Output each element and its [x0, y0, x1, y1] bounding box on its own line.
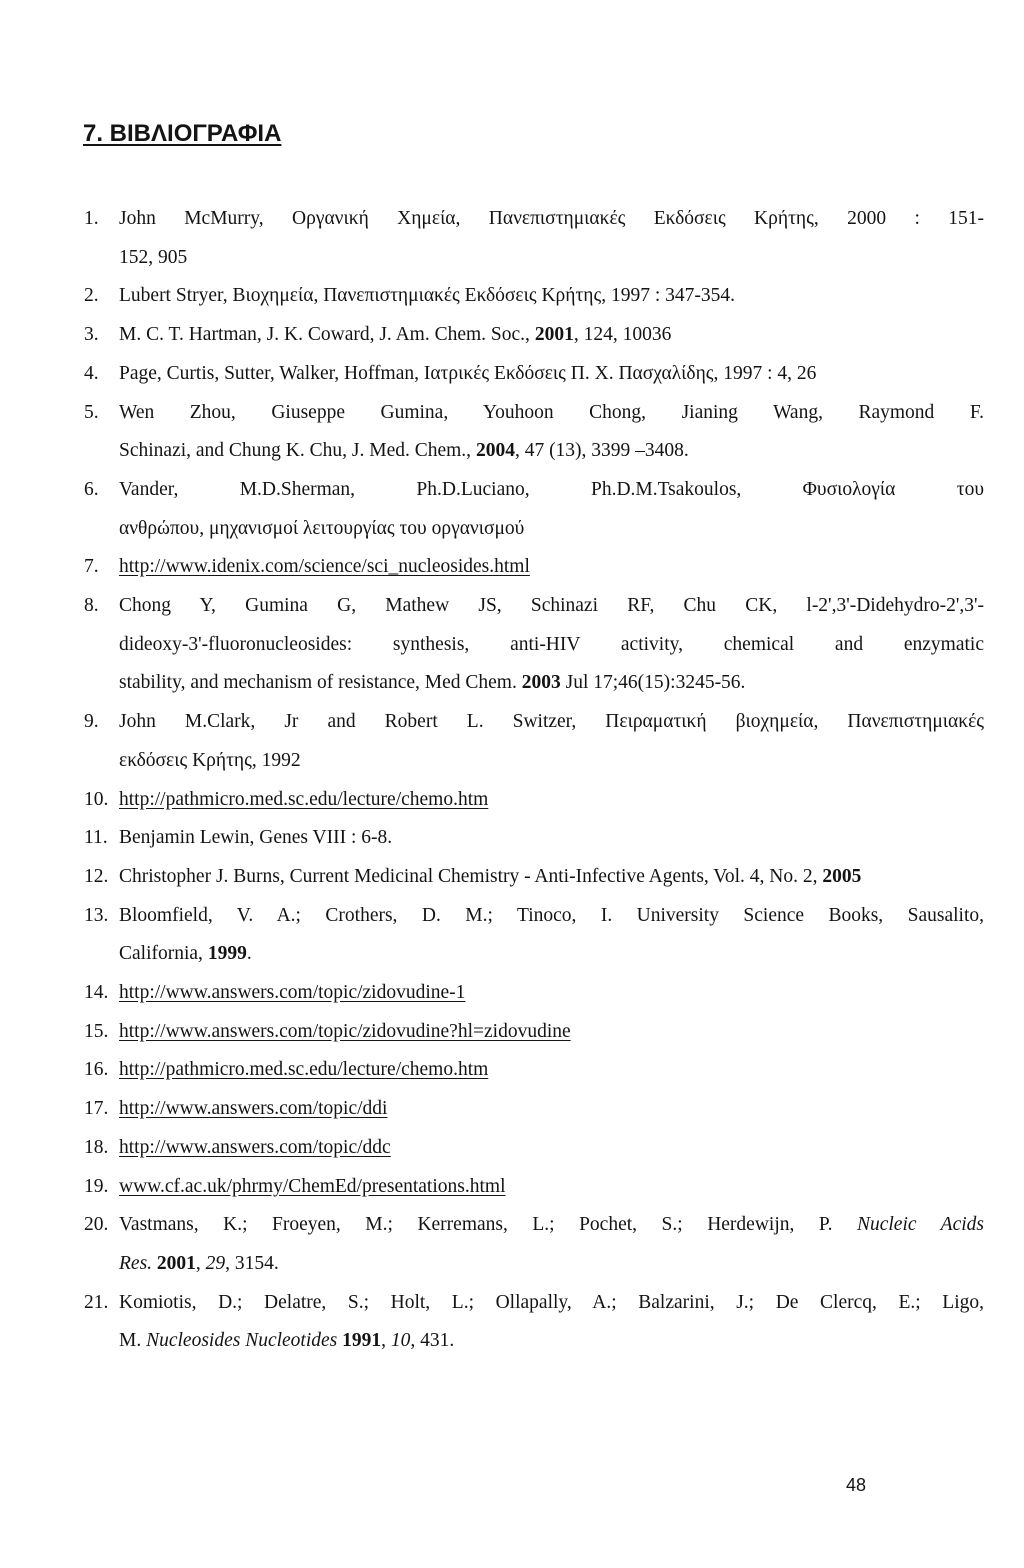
reference-number: 4.: [84, 362, 99, 384]
reference-text: 1991: [342, 1330, 382, 1352]
reference-text: ,: [195, 1252, 206, 1274]
reference-text: Komiotis, D.; Delatre, S.; Holt, L.; Ollapally, A.; Balzarini, J.; De Clercq, E.; Ligo,: [119, 1291, 984, 1313]
reference-line: [119, 316, 984, 355]
reference-number: 8.: [84, 595, 99, 617]
reference-link[interactable]: http://www.answers.com/topic/ddc: [119, 1136, 391, 1158]
reference-line: [119, 239, 984, 278]
reference-number: 1.: [84, 208, 99, 229]
reference-link[interactable]: http://www.idenix.com/science/sci_nucleosides.html: [119, 556, 530, 578]
reference-number: 21.: [84, 1291, 109, 1313]
reference-text: California,: [119, 943, 208, 965]
reference-item: [84, 1168, 984, 1207]
reference-text: Benjamin Lewin, Genes VIII : 6-8.: [119, 827, 393, 849]
reference-item: [84, 781, 984, 820]
reference-link[interactable]: http://pathmicro.med.sc.edu/lecture/chemo.htm: [119, 788, 489, 810]
reference-item: [84, 355, 984, 394]
reference-line: [119, 1206, 984, 1245]
reference-line: [119, 1322, 984, 1361]
reference-line: [119, 1168, 984, 1207]
reference-text: 10,: [390, 1330, 416, 1352]
reference-number: 18.: [84, 1136, 109, 1158]
reference-text: Schinazi, and Chung K. Chu, J. Med. Chem.,: [119, 440, 476, 462]
reference-line: [119, 1284, 984, 1323]
reference-number: 2.: [84, 285, 99, 307]
reference-text: εκδόσεις Κρήτης, 1992: [119, 749, 301, 771]
reference-line: [119, 664, 984, 703]
page-number: 48: [846, 1475, 867, 1495]
reference-number: 5.: [84, 401, 99, 423]
reference-text: John M.Clark, Jr and Robert L. Switzer, Πειραματική βιοχημεία, Πανεπιστημιακές: [119, 711, 984, 733]
reference-line: [119, 510, 984, 549]
reference-link[interactable]: http://pathmicro.med.sc.edu/lecture/chemo.htm: [119, 1059, 489, 1081]
reference-number: 7.: [84, 556, 99, 578]
reference-line: [119, 974, 984, 1013]
reference-line: [119, 897, 984, 936]
reference-item: [84, 277, 984, 316]
reference-text: Chong Y, Gumina G, Mathew JS, Schinazi RF, Chu CK, l-2',3'-Didehydro-2',3'-: [119, 595, 984, 617]
reference-line: [119, 1051, 984, 1090]
reference-line: [119, 935, 984, 974]
reference-text: Nucleosides Nucleotides: [146, 1330, 338, 1352]
reference-line: [119, 471, 984, 510]
reference-number: 10.: [84, 788, 109, 810]
reference-text: 2003: [521, 672, 561, 694]
reference-item: [84, 703, 984, 780]
reference-item: [84, 200, 984, 277]
reference-item: [84, 1013, 984, 1052]
reference-line: [119, 742, 984, 781]
reference-text: Nucleic Acids: [856, 1214, 985, 1236]
reference-text: , 3154.: [225, 1252, 279, 1274]
reference-line: [119, 1090, 984, 1129]
reference-item: [84, 548, 984, 587]
reference-line: [119, 858, 984, 897]
reference-item: [84, 1284, 984, 1361]
reference-text: 2001: [534, 324, 574, 346]
reference-link[interactable]: http://www.answers.com/topic/zidovudine?hl=zidovudine: [119, 1020, 571, 1042]
reference-number: 14.: [84, 982, 109, 1004]
reference-text: Wen Zhou, Giuseppe Gumina, Youhoon Chong, Jianing Wang, Raymond F.: [119, 401, 984, 423]
reference-number: 12.: [84, 865, 109, 887]
reference-number: 3.: [84, 324, 99, 346]
reference-text: , 47 (13), 3399 –3408.: [514, 440, 689, 462]
reference-line: [119, 587, 984, 626]
reference-line: [119, 819, 984, 858]
reference-item: [84, 897, 984, 974]
reference-list: [84, 200, 984, 1361]
reference-number: 17.: [84, 1098, 109, 1120]
reference-link[interactable]: www.cf.ac.uk/phrmy/ChemEd/presentations.html: [119, 1175, 506, 1197]
reference-item: [84, 1206, 984, 1283]
reference-text: stability, and mechanism of resistance, Med Chem.: [119, 672, 522, 694]
reference-text: 152, 905: [119, 246, 188, 268]
reference-text: dideoxy-3'-fluoronucleosides: synthesis, anti-HIV activity, chemical and enzymatic: [119, 633, 984, 655]
reference-line: [119, 703, 984, 742]
reference-line: [119, 1245, 984, 1284]
reference-text: Christopher J. Burns, Current Medicinal Chemistry - Anti-Infective Agents, Vol. 4, No. 2,: [119, 865, 823, 887]
reference-text: Vander, M.D.Sherman, Ph.D.Luciano, Ph.D.M.Tsakoulos, Φυσιολογία του: [119, 478, 984, 500]
reference-line: [119, 1013, 984, 1052]
reference-number: 20.: [84, 1214, 109, 1236]
reference-number: 16.: [84, 1059, 109, 1081]
reference-text: , 124, 10036: [573, 324, 672, 346]
reference-item: [84, 587, 984, 703]
reference-item: [84, 1129, 984, 1168]
reference-link[interactable]: http://www.answers.com/topic/ddi: [119, 1098, 388, 1120]
reference-item: [84, 394, 984, 471]
reference-text: ,: [381, 1330, 391, 1352]
reference-text: Jul 17;46(15):3245-56.: [560, 672, 746, 694]
reference-number: 19.: [84, 1175, 109, 1197]
reference-line: [119, 277, 984, 316]
reference-text: 1999: [207, 943, 247, 965]
reference-line: [119, 548, 984, 587]
reference-text: Res.: [119, 1252, 153, 1274]
reference-item: [84, 858, 984, 897]
reference-text: 2004: [475, 440, 515, 462]
reference-line: [119, 200, 984, 239]
reference-text: M.: [119, 1330, 147, 1352]
reference-number: 13.: [84, 904, 109, 926]
reference-text: John McMurry, Οργανική Χημεία, Πανεπιστημιακές Εκδόσεις Κρήτης, 2000 : 151-: [119, 208, 984, 229]
reference-number: 15.: [84, 1020, 109, 1042]
reference-line: [119, 1129, 984, 1168]
reference-text: Lubert Stryer, Βιοχημεία, Πανεπιστημιακές Εκδόσεις Κρήτης, 1997 : 347-354.: [119, 285, 736, 307]
reference-line: [119, 432, 984, 471]
reference-text: .: [246, 943, 252, 965]
reference-text: ανθρώπου, μηχανισμοί λειτουργίας του οργανισμού: [119, 517, 525, 539]
reference-link[interactable]: http://www.answers.com/topic/zidovudine-1: [119, 982, 466, 1004]
reference-text: Vastmans, K.; Froeyen, M.; Kerremans, L.; Pochet, S.; Herdewijn, P.: [119, 1214, 857, 1236]
reference-text: Bloomfield, V. A.; Crothers, D. M.; Tinoco, I. University Science Books, Sausalito,: [119, 904, 984, 926]
reference-text: 2001: [156, 1252, 196, 1274]
reference-item: [84, 1090, 984, 1129]
reference-text: M. C. T. Hartman, J. K. Coward, J. Am. Chem. Soc.,: [119, 324, 535, 346]
reference-text: 2005: [822, 865, 862, 887]
reference-item: [84, 471, 984, 548]
reference-line: [119, 626, 984, 665]
section-heading: 7. ΒΙΒΛΙΟΓΡΑΦΙΑ: [83, 120, 282, 147]
reference-text: 431.: [415, 1330, 455, 1352]
reference-line: [119, 781, 984, 820]
reference-line: [119, 394, 984, 433]
reference-item: [84, 974, 984, 1013]
reference-item: [84, 819, 984, 858]
reference-text: 29: [205, 1252, 226, 1274]
reference-number: 9.: [84, 711, 99, 733]
reference-text: Page, Curtis, Sutter, Walker, Hoffman, Ιατρικές Εκδόσεις Π. Χ. Πασχαλίδης, 1997 : 4, 26: [119, 362, 817, 384]
reference-item: [84, 316, 984, 355]
reference-line: [119, 355, 984, 394]
reference-number: 6.: [84, 478, 99, 500]
reference-item: [84, 1051, 984, 1090]
reference-number: 11.: [84, 827, 108, 849]
